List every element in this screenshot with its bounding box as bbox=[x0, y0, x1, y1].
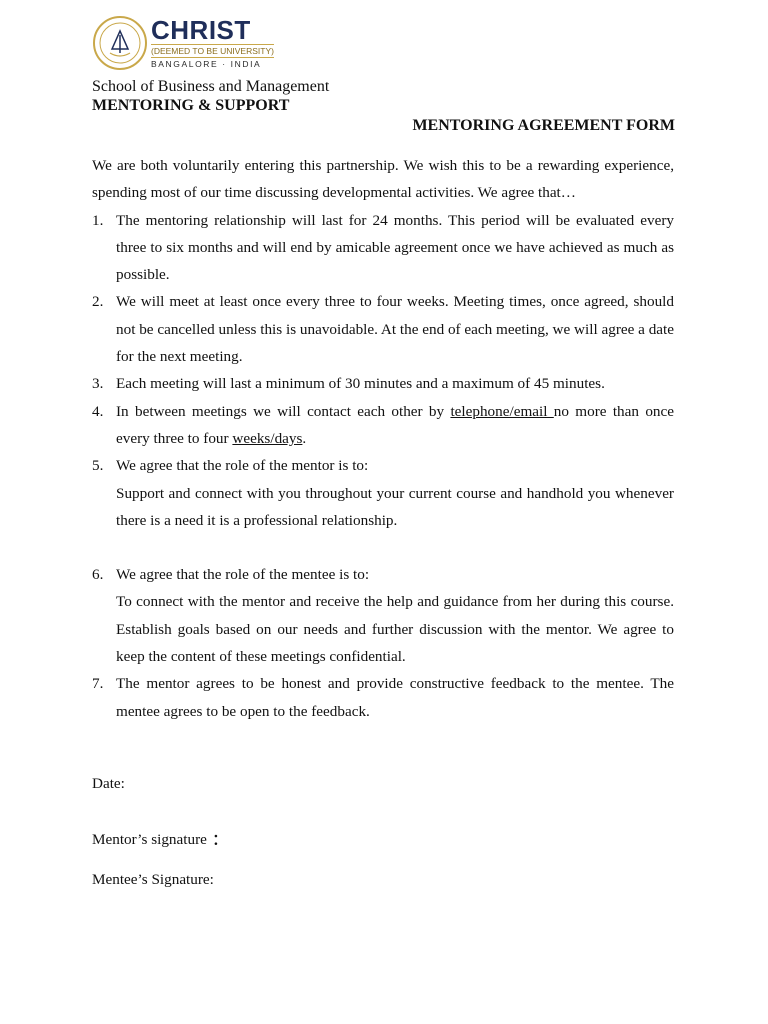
intro-paragraph: We are both voluntarily entering this partnership. We wish this to be a rewarding experience, spending most of our time discussing developmental activities. We agree that… bbox=[92, 157, 674, 202]
item-number: 2. bbox=[92, 293, 104, 311]
list-item bbox=[92, 452, 674, 534]
list-item bbox=[92, 670, 674, 725]
department-name: MENTORING & SUPPORT bbox=[92, 97, 290, 114]
item-text: Each meeting will last a minimum of 30 minutes and a maximum of 45 minutes. bbox=[116, 375, 605, 393]
item-number: 1. bbox=[92, 211, 104, 229]
logo-name: CHRIST bbox=[151, 15, 251, 45]
agreement-list bbox=[92, 207, 674, 725]
item-text: no more than once every three to four bbox=[116, 402, 674, 447]
list-item bbox=[92, 370, 674, 397]
item-number: 5. bbox=[92, 457, 104, 475]
item-text: The mentoring relationship will last for 24 months. This period will be evaluated every three to six months and will end by amicable agreement once we have achieved as much as possible. bbox=[116, 211, 674, 284]
date-label: Date: bbox=[92, 775, 125, 792]
item-number: 7. bbox=[92, 675, 104, 693]
mentor-signature-label: Mentor’s signature bbox=[92, 831, 207, 848]
item-text: In between meetings we will contact each other by bbox=[116, 402, 451, 420]
frequency-option: weeks/days bbox=[232, 429, 303, 447]
item-number: 3. bbox=[92, 375, 104, 393]
mentee-role-description: To connect with the mentor and receive the help and guidance from her during this course. Establish goals based on our needs and further discussion with the mentor. We agree to keep the content of these meetings confidential. bbox=[116, 593, 674, 666]
list-item bbox=[92, 288, 674, 370]
item-text: We agree that the role of the mentor is to: bbox=[116, 457, 369, 475]
list-item bbox=[92, 561, 674, 670]
list-item bbox=[92, 207, 674, 289]
university-seal-icon bbox=[92, 13, 148, 73]
item-text: We will meet at least once every three to four weeks. Meeting times, once agreed, should not be cancelled unless this is unavoidable. At the end of each meeting, we will agree a date for the next meeting. bbox=[116, 293, 674, 366]
agreement-body bbox=[92, 152, 674, 725]
mentor-role-description: Support and connect with you throughout your current course and handhold you whenever there is a need it is a professional relationship. bbox=[116, 484, 674, 529]
contact-method-option: telephone/email bbox=[450, 402, 554, 420]
logo-subtitle: (DEEMED TO BE UNIVERSITY) bbox=[151, 46, 274, 56]
logo-location: BANGALORE · INDIA bbox=[151, 59, 262, 69]
school-name: School of Business and Management bbox=[92, 78, 330, 95]
mentor-signature-line bbox=[92, 825, 219, 851]
list-item bbox=[92, 398, 674, 453]
mentor-signature-colon: : bbox=[212, 825, 219, 850]
item-text: The mentor agrees to be honest and provide constructive feedback to the mentee. The mentee agrees to be open to the feedback. bbox=[116, 675, 674, 720]
mentee-signature-label: Mentee’s Signature: bbox=[92, 871, 214, 888]
form-title: MENTORING AGREEMENT FORM bbox=[412, 117, 675, 134]
item-number: 6. bbox=[92, 566, 104, 584]
item-text: We agree that the role of the mentee is to: bbox=[116, 566, 370, 584]
item-text: . bbox=[302, 429, 307, 447]
university-logo bbox=[92, 13, 282, 75]
logo-wordmark bbox=[151, 17, 274, 70]
item-number: 4. bbox=[92, 402, 104, 420]
